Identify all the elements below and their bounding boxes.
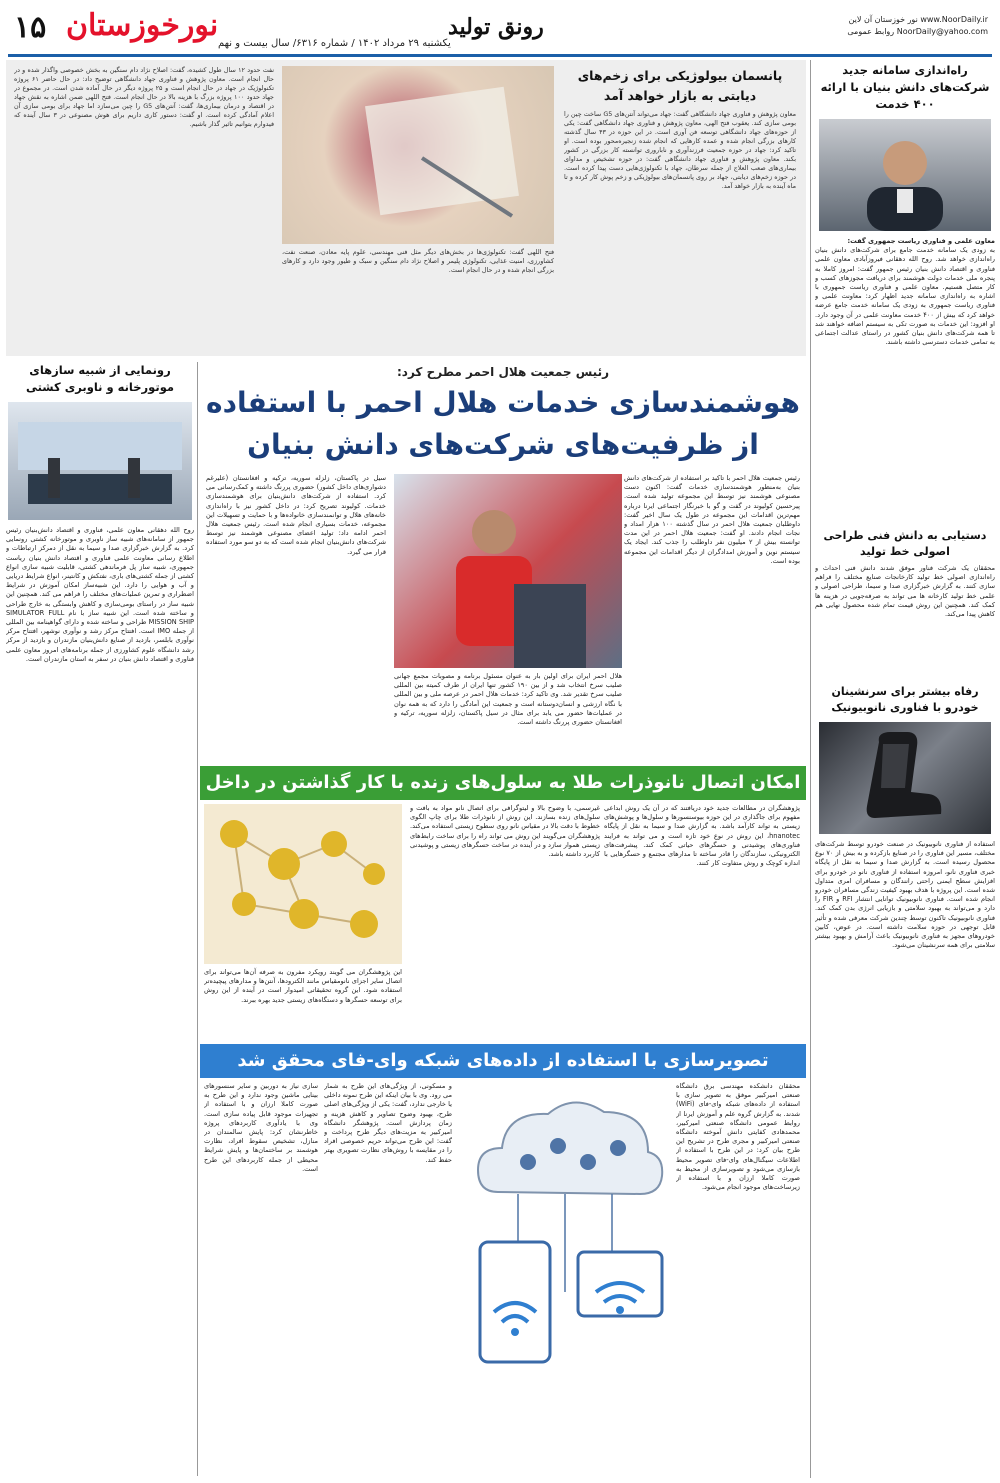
- article-body: و مسکونی، از ویژگی‌های این طرح به شمار می رود. وی با بیان اینکه این طرح نمونه داخلی یا خارجی ندارد، گفت: یکی از ویژگی‌های اصلی طرح، بهبود وضوح تصاویر و کاهش هزینه و زمان پردازش است. پژوهشگر دانشگاه امیرکبیر به مزیت‌های دیگر طرح پرداخت و گفت: این طرح می‌تواند حریم خصوصی افراد را در مقایسه با روش‌های نظارت تصویری بهتر حفظ کند.: [324, 1082, 452, 1164]
- article-wifi: [200, 1082, 806, 1476]
- article-startup: [815, 62, 995, 502]
- banner-wifi: [200, 1044, 806, 1078]
- article-title: پانسمان بیولوژیکی برای زخم‌های دیابتی به بازار خواهد آمد: [577, 68, 783, 103]
- photo-caption: معاون علمی و فناوری ریاست جمهوری گفت:: [847, 237, 995, 245]
- article-title: رونمایی از شبیه سازهای موتورخانه و ناوبری کشتی: [25, 363, 175, 394]
- email-link[interactable]: NoorDaily@yahoo.com روابط عمومی: [847, 27, 988, 36]
- nanoparticles-photo: [204, 804, 402, 964]
- article-body: معاون پژوهش و فناوری جهاد دانشگاهی گفت: جهاد می‌تواند آنتن‌های G5 ساخت چین را بومی سازی کند. یعقوب فتح الهی، معاون پژوهش و فناوری جهاد دانشگاهی گفت: یکی از حوزه‌های جهاد دانشگاهی توسعه فن آوری است. در این حوزه در ۴۳ سال گذشته کارهای بزرگی انجام شده و عمده کارهایی که انجام شده زنجیره‌محور بوده است. او تاکید کرد: جهاد در حوزه جمعیت فرزندآوری و ناباروری توانسته کار بزرگی در کشور بکند. معاون پژوهش و فناوری جهاد دانشگاهی گفت: در حوزه تشخیص و مداوای بیماری‌های صعب العلاج از جمله سرطان، جهاد با تکنولوژی‌هایی دست پیدا کرده است. در حوزه زخم‌های دیابتی، جهاد بر روی پانسمان‌های بیولوژیکی و زخم پوش کار کرده و تا ماه آینده به بازار خواهد آمد.: [564, 110, 796, 190]
- article-title: راه‌اندازی سامانه جدید شرکت‌های دانش بنیان با ارائه ۴۰۰ خدمت: [820, 63, 990, 111]
- article-body: سیل در پاکستان، زلزله سوریه، ترکیه و افغانستان (علیرغم دشواری‌های داخل کشور) حضوری پررنگ داشته و کمک‌رسانی می کرد. استفاده از شرکت‌های دانش‌بنیان برای هوشمندسازی خدمات. کولیوند تصریح کرد: در داخل کشور نیز با راه‌اندازی خانه‌های هلال و توانمندسازی خانواده‌ها و با حمایت و تسهیلات این مجموعه، خدمات بسیاری انجام شده است. رئیس جمعیت هلال احمر ادامه داد: تولید اعضای مصنوعی هوشمند نیز توسط شرکت‌های دانش‌بنیان انجام شده است که به دو سو مورد استفاده قرار می گیرد.: [206, 474, 386, 556]
- page-number: ۱۵: [14, 10, 47, 45]
- article-body: محققان دانشکده مهندسی برق دانشگاه صنعتی امیرکبیر موفق به تصویر سازی با استفاده از داده‌های شبکه وای-فای (WiFi) شدند. به گزارش گروه علم و آموزش ایرنا از روابط عمومی دانشگاه صنعتی امیرکبیر، محمدهادی کفایتی دانش آموخته دانشگاه صنعتی امیرکبیر و مجری طرح در تشریح این طرح بیان کرد: در این طرح با استفاده از اطلاعات سیگنال‌های وای-فای تصویر محیط بازسازی می‌شود و تصویرسازی از محیط به صورت کاملا ارزان و با استفاده از زیرساخت‌های موجود انجام می‌شود.: [676, 1082, 800, 1192]
- article-body: سازی نیاز به دوربین و سایر سنسورهای بینایی ماشین وجود ندارد و این طرح به صورت کاملا ارزان و با استفاده از تجهیزات موجود قابل پیاده سازی است. وی با یادآوری کاربردهای پروژه خاطرنشان کرد: پایش سالمندان در منازل، تشخیص سقوط افراد، نظارت هوشمند بر ساختمان‌ها و پایش شرایط محیطی از جمله کاربردهای این طرح است.: [204, 1082, 318, 1173]
- article-body: غیرسمی، با وضوح بالا و لیتوگرافی برای اتصال نانو مواد به بافت و سلول‌های زنده بسازند. این روش از نانوذرات طلا برای چاپ الگوی خطوط با دقت بالا در مقیاس نانو روی سطوح زیستی استفاده می‌کند. پژوهشگران می‌گویند این روش می تواند راه را برای ساخت رابط‌های زیستی هموار سازد و در آینده در ساخت حسگرهای زیستی و پوشیدنی کاربرد داشته باشد.: [410, 804, 600, 859]
- bandage-main-column: [564, 66, 796, 350]
- website-link[interactable]: www.NoorDaily.ir نور خوزستان آن لاین: [848, 15, 988, 24]
- article-body: محققان یک شرکت فناور موفق شدند دانش فنی احداث و راه‌اندازی اصولی خط تولید کارخانجات صنایع مختلف را فراهم سازی کنند. به گزارش خبرگزاری صدا و سیما، طراحی اصولی و علمی خط تولید کارخانه ها می تواند به صرفه‌جویی در هزینه ها کمک کند. همچنین این روش قیمت تمام شده محصول نهایی هم کاهش پیدا می‌کند.: [815, 564, 995, 619]
- main-col-left: [206, 474, 386, 760]
- person-portrait-icon: [819, 119, 991, 231]
- article-body: روح الله دهقانی معاون علمی، فناوری و اقتصاد دانش‌بنیان رئیس جمهور از سامانه‌های شبیه ساز ناوبری و موتورخانه کشتی رونمایی کرد. به گزارش خبرگزاری صدا و سیما به نقل از دمرکز ارتباطات و اطلاع رسانی معاونت علمی فناوری و اقتصاد دانش بنیان ریاست جمهوری، شبیه ساز پل فرماندهی کشتی، قابلیت شبیه سازی انواع کشتی از جمله کشتی‌های باری، نفتکش و کانتینر، انواع شرایط دریایی و آب و هوایی را دارد. این شبیه‌ساز امکان آموزش در شرایط اضطراری و تمرین عملیات‌های مختلف را فراهم می کند. همچنین این شبیه ساز در راستای بومی‌سازی و کاهش وابستگی به خارج طراحی و ساخته شده است. این شبیه ساز با نام SIMULATOR FULL MISSION SHIP طراحی و ساخته شده و دارای گواهینامه بین المللی از جمله IMO است. افتتاح مرکز رشد و نوآوری نوشهر، افتتاح مرکز نوآوری بابلسر، بازدید از صنایع دانش‌بنیان مازندران و بازدید از مرکز رشد دانشگاه علوم کشاورزی از جمله برنامه‌های امروز معاون علمی فناوری و اقتصاد دانش بنیان در سفر به استان مازندران است.: [6, 526, 194, 663]
- newspaper-logo: نورخوزستان: [66, 8, 219, 43]
- ship-bridge-simulator-icon: [8, 402, 192, 520]
- article-body: رئیس جمعیت هلال احمر با تاکید بر استفاده از شرکت‌های دانش بنیان به‌منظور هوشمندسازی خدمات گفت: اکنون دست مصنوعی هوشمند نیز توسط این مجموعه تولید شده است. پیرحسین کولیوند در گفت و گو با خبرنگار اجتماعی ایرنا درباره مهم‌ترین اقدامات این مجموعه در طول یک سال اخیر گفت: داوطلبان جمعیت هلال احمر در سال گذشته ۱۰۰ هزار امداد و نجات انجام دادند. او گفت: جمعیت هلال احمر در این مدت توانسته بیش از ۲ میلیون نفر داوطلب را جذب کند. ایجاد یک سیستم نوین و آموزش امدادگران از دیگر اقدامات این مجموعه بوده است.: [624, 474, 800, 565]
- article-body-continued: نفت حدود ۱۲ سال طول کشیده، گفت: اصلاح نژاد دام سنگین به بخش خصوصی واگذار شده و در حال انجام است. معاون پژوهش و فناوری جهاد دانشگاهی توضیح داد: در حال حاضر ۶۱ پروژه تکنولوژیک در جهاد در حال انجام است و ۲۵ پروژه دیگر در حال آماده شدن است. در مجموع در جهاد حدود ۱۰۰ پروژه بزرگ با هزینه بالا در حال انجام است. فتح اللهی ضمن اشاره به نقش جهاد در اقتصاد و درمان بیماری‌ها، گفت: آنتن‌های G5 را چین می‌سازد اما جهاد برای بومی سازی آن اعلام آمادگی کرده است. او گفت: دستور کاری داریم برای هوش مصنوعی در ۳ سال آینده که فیدوارم بتوانیم تاثیر گذار باشیم.: [14, 66, 274, 128]
- article-car-welfare: [815, 684, 995, 1476]
- article-body: استفاده از فناوری نانوبیونیک در صنعت خودرو توسط شرکت‌های مختلف، مسیر این فناوری را در صنایع بازکرده و به بیش از ۷۰ نوع محصول رسیده است. به گزارش صدا و سیما به نقل از پایگاه خبری فناوری نانو، امروزه استفاده از فناوری نانو در خودرو برای افزایش سطح ایمنی راحتی رانندگان و مسافران امری متداول شده است. این پروژه با هدف بهبود کیفیت زندگی مسافران خودرو انجام شده است. فناوری نانوبیونیک توانایی انتشار RFI و FIR را دارد و می‌تواند به بهبود سلامتی و بازیابی انرژی بدن کمک کند. فناوری نانوبیونیک تاکنون توسط چندین شرکت معرفی شده و تأثیر قابل توجهی در حوزه سلامت داشته است. در عوض، کابین خودروهای مجهز به فناوری نانوبیونیک باعث آرامش و بهبود بیشتر سلامتی برای همه سرنشینان می‌شود.: [815, 840, 995, 950]
- article-title: رفاه بیشتر برای سرنشینان خودرو با فناوری نانوبیونیک: [831, 685, 979, 714]
- article-body: هلال احمر ایران برای اولین بار به عنوان مسئول برنامه و مصوبات مجمع جهانی صلیب سرخ انتخاب شد و از بین ۱۹۰ کشور تنها ایران از طرف کمیته بین المللی صلیب سرخ تقدیر شد. وی تاکید کرد: خدمات هلال احمر در عرصه ملی و بین المللی با نگاه ارزشی و انسان‌دوستانه است و جمعیت این آمادگی را دارد که به همه نوان در عملیات‌ها حضور می یابد برای مثال در سیل پاکستان، زلزله سوریه، ترکیه و افغانستان حضوری پررنگ داشته است.: [394, 672, 622, 727]
- article-body: پژوهشگران در مطالعات جدید خود دریافتند که در آن یک روش ابداعی مفهوم برای جاگذاری در این حوزه بیوسنسورها و سلول‌ها و پوشش‌های زیستی به تواند کارآمد باشد. به گزارش صدا و سیما به نقل از پایگاه hnanotec، این روش در نوع خود تازه است و می تواند به فرایند فناوری‌های پوشیدنی و حسگرهای حیاتی کمک کند. پیشرفت‌های الکترونیکی، سازندگان را قادر ساخته تا مدارهای مجتمع و حسگرهایی با اندازه کوچک و روش متفاوت کار کنند.: [604, 804, 800, 868]
- car-seat-photo: [819, 722, 991, 834]
- official-photo: [819, 119, 991, 231]
- article-skin-design: [815, 528, 995, 678]
- main-col-middle: [394, 474, 622, 760]
- photo-caption: فتح اللهی گفت: تکنولوژی‌ها در بخش‌های دیگر مثل فنی مهندسی، علوم پایه معادن، صنعت نفت، کشاورزی، امنیت غذایی، تکنولوژی پلیمر و اصلاح نژاد دام سنگین و سبک و طیور وجود دارد و کارهای بزرگی انجام شده و در حال انجام است.: [282, 248, 554, 274]
- bandage-left-column: [14, 66, 274, 350]
- article-body: به زودی یک سامانه خدمت جامع برای شرکت‌های دانش بنیان راه‌اندازی خواهد شد. روح الله دهقانی فیروزآبادی معاون علمی فناوری و اقتصاد دانش بنیان رئیس جمهور گفت: امروز کاملا به پنجره ملی خدمات دولت هوشمند برای دریافت مجوزهای کسب و کار متصل هستیم. معاون علمی و فناوری ریاست جمهوری با اشاره به راه‌اندازی سامانه جدید اظهار کرد: معاونت علمی و فناوری ریاست جمهوری به زودی یک سامانه خدمت جامع عرضه خواهد کرد که بیش از ۴۰۰ خدمت معاونت علمی در آن وجود دارد. او افزود: این خدمات به صورت تکی به سیستم اضافه خواهند شد تا همه شرکت‌های دانش بنیان کشور در راستای عدالت اجتماعی به تمامی خدمات دسترسی داشته باشند.: [815, 246, 995, 347]
- article-title: دستیابی به دانش فنی طراحی اصولی خط تولید: [823, 529, 987, 558]
- bandage-photo: [282, 66, 554, 244]
- article-simulators: [6, 362, 194, 1476]
- banner-gold: [200, 766, 806, 800]
- article-gold: [200, 804, 806, 1034]
- gold-nanoparticle-molecule-icon: [204, 804, 402, 964]
- bandage-gauze-icon: [282, 66, 554, 244]
- article-bandage: [6, 60, 806, 356]
- bandage-middle: [282, 66, 554, 350]
- article-title: هوشمندسازی خدمات هلال احمر با استفاده از ظرفیت‌های شرکت‌های دانش بنیان: [206, 386, 800, 461]
- wifi-cloud-illustration: [458, 1082, 672, 1382]
- article-kicker: رئیس جمعیت هلال احمر مطرح کرد:: [397, 365, 609, 379]
- ship-bridge-photo: [8, 402, 192, 520]
- speaker-at-podium-icon: [394, 474, 622, 668]
- article-body: این پژوهشگران می گویند رویکرد مفرون به صرفه آن‌ها می‌تواند برای اتصال سایر اجزای نانومقیاس مانند الکترودها، آنتن‌ها و مدارهای پیچیده‌تر استفاده شود. این گروه تحقیقاتی امیدوار است در آینده از این روش برای توسعه حسگرها و دستگاه‌های زیستی جدید بهره ببرند.: [204, 968, 402, 1004]
- page-header: [8, 8, 992, 57]
- banner-title: امکان اتصال نانوذرات طلا به سلول‌های زنده با کار گذاشتن در داخل: [205, 772, 801, 793]
- article-main: [200, 362, 806, 762]
- issue-line: یکشنبه ۲۹ مرداد ۱۴۰۲ / شماره ۶۳۱۶/ سال بیست و نهم: [218, 38, 451, 49]
- car-seat-icon: [819, 722, 991, 834]
- cloud-devices-wifi-icon: [458, 1082, 672, 1382]
- site-info: [847, 14, 988, 38]
- section-title: رونق تولید: [448, 14, 544, 40]
- main-col-right: [624, 474, 800, 760]
- speaker-photo: [394, 474, 622, 668]
- banner-title: تصویرسازی با استفاده از داده‌های شبکه وای-فای محقق شد: [237, 1050, 769, 1071]
